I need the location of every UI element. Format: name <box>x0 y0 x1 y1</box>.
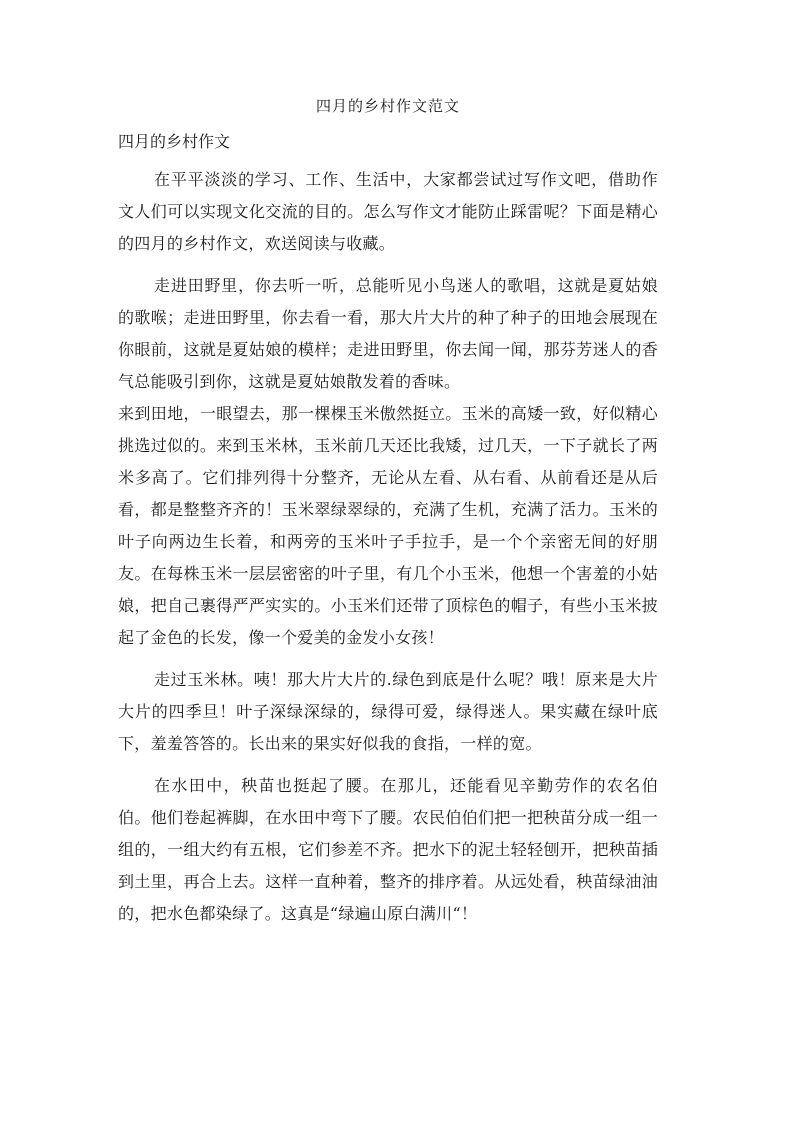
paragraph-corn: 来到田地，一眼望去，那一棵棵玉米傲然挺立。玉米的高矮一致，好似精心挑选过似的。来到玉米林，玉米前几天还比我矮，过几天，一下子就长了两米多高了。它们排列得十分整齐，无论从左看、从右看、从前看还是从后看，都是整整齐齐的！玉米翠绿翠绿的，充满了生机，充满了活力。玉米的叶子向两边生长着，和两旁的玉米叶子手拉手，是一个个亲密无间的好朋友。在每株玉米一层层密密的叶子里，有几个小玉米，他想一个害羞的小姑娘，把自己裹得严严实实的。小玉米们还带了顶棕色的帽子，有些小玉米披起了金色的长发，像一个爱美的金发小女孩！ <box>118 404 658 647</box>
document-page <box>118 96 658 930</box>
paragraph-field: 走进田野里，你去听一听，总能听见小鸟迷人的歌唱，这就是夏姑娘的歌喉；走进田野里，你去看一看，那大片大片的种了种子的田地会展现在你眼前，这就是夏姑娘的模样；走进田野里，你去闻一闻，那芬芳迷人的香气总能吸引到你，这就是夏姑娘散发着的香味。 <box>118 276 658 391</box>
paragraph-rice: 在水田中，秧苗也挺起了腰。在那儿，还能看见辛勤劳作的农名伯伯。他们卷起裤脚，在水田中弯下了腰。农民伯伯们把一把秧苗分成一组一组的，一组大约有五根，它们参差不齐。把水下的泥土轻轻刨开，把秧苗插到土里，再合上去。这样一直种着，整齐的排序着。从远处看，秧苗绿油油的，把水色都染绿了。这真是“绿遍山原白满川“！ <box>118 776 658 923</box>
paragraph-beans: 走过玉米林。咦！那大片大片的.绿色到底是什么呢？哦！原来是大片大片的四季旦！叶子深绿深绿的，绿得可爱，绿得迷人。果实藏在绿叶底下，羞羞答答的。长出来的果实好似我的食指，一样的宽。 <box>118 670 658 753</box>
document-subtitle: 四月的乡村作文 <box>118 132 231 151</box>
document-title: 四月的乡村作文范文 <box>315 97 460 115</box>
paragraph-intro: 在平平淡淡的学习、工作、生活中，大家都尝试过写作文吧，借助作文人们可以实现文化交流的目的。怎么写作文才能防止踩雷呢？下面是精心的四月的乡村作文，欢送阅读与收藏。 <box>118 170 658 253</box>
